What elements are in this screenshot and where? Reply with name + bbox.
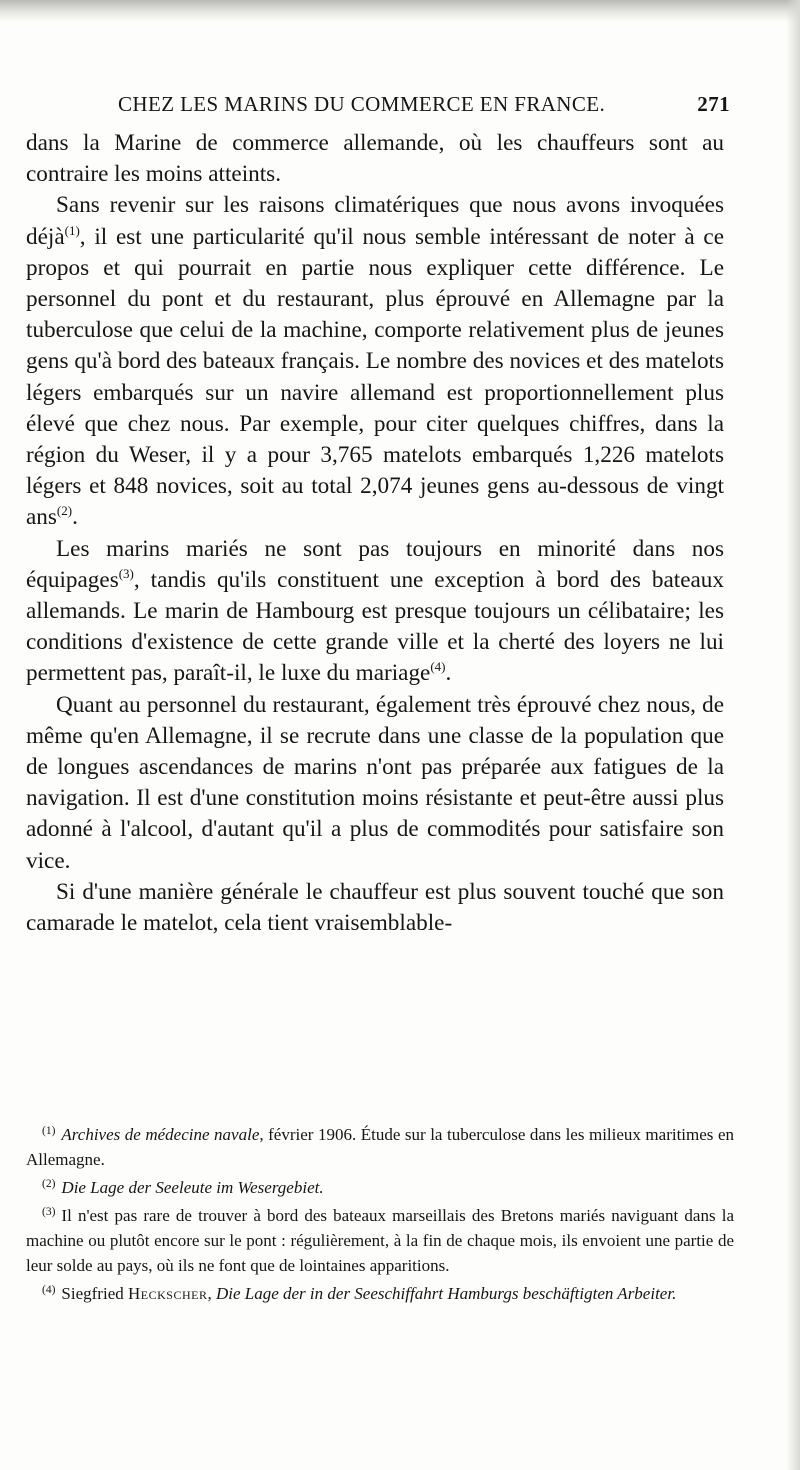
- running-header: [118, 92, 730, 122]
- footnote-4-author-first: Siegfried: [61, 1284, 128, 1303]
- footnote-1: [26, 1122, 734, 1172]
- paragraph-3-text-c: .: [445, 660, 452, 687]
- footnote-1-mark: (1): [42, 1125, 56, 1137]
- footnotes: [26, 1122, 734, 1309]
- paragraph-4-text: Quant au personnel du restaurant, également très éprouvé chez nous, de même qu'en Allemagne, il se recrute dans une classe de la population que de longues ascendances de marins n'ont pas préparée aux fatigues de la navigation. Il est d'une constitution moins résistante et peut-être aussi plus adonné à l'alcool, d'autant qu'il a plus de commodités pour satisfaire son vice.: [26, 691, 724, 874]
- paragraph-2-text-a: Sans revenir sur les raisons climatériques que nous avons invoquées déjà: [26, 192, 724, 250]
- body-text: [26, 128, 724, 939]
- footnote-ref-1: (1): [64, 222, 80, 238]
- footnote-1-text: , février 1906. Étude sur la tuberculose dans les milieux maritimes en Allemagne.: [26, 1125, 734, 1169]
- paragraph-3-text-a: Les marins mariés ne sont pas toujours en minorité dans nos équipages: [26, 535, 724, 593]
- footnote-2: [26, 1175, 734, 1200]
- paragraph-1-text: dans la Marine de commerce allemande, où les chauffeurs sont au contraire les moins atteints.: [26, 130, 724, 188]
- paragraph-3-text-b: , tandis qu'ils constituent une exception à bord des bateaux allemands. Le marin de Hambourg est presque toujours un célibataire; les conditions d'existence de cette grande ville et la cherté des loyers ne lui permettent pas, paraît-il, le luxe du mariage: [26, 566, 724, 687]
- footnote-4-author-last: Heckscher: [128, 1284, 208, 1303]
- paragraph-4: [26, 690, 724, 877]
- paragraph-5: [26, 877, 724, 939]
- paragraph-2: [26, 190, 724, 533]
- running-title: CHEZ LES MARINS DU COMMERCE EN FRANCE.: [118, 92, 606, 116]
- footnote-2-title: Die Lage der Seeleute im Wesergebiet.: [61, 1178, 324, 1197]
- footnote-4: [26, 1281, 734, 1306]
- footnote-3-mark: (3): [42, 1206, 56, 1218]
- footnote-1-title: Archives de médecine navale: [61, 1125, 260, 1144]
- footnote-3-text: Il n'est pas rare de trouver à bord des bateaux marseillais des Bretons mariés naviguant dans la machine ou plutôt encore sur le pont : régulièrement, à la fin de chaque mois, ils envoient une partie de leur solde au pays, où ils ne font que de lointaines apparitions.: [26, 1206, 734, 1275]
- paragraph-3: [26, 534, 724, 690]
- page-right-edge: [786, 0, 800, 1470]
- footnote-2-mark: (2): [42, 1178, 56, 1190]
- footnote-4-separator: ,: [207, 1284, 216, 1303]
- footnote-ref-3: (3): [118, 565, 134, 581]
- paragraph-2-text-b: , il est une particularité qu'il nous semble intéressant de noter à ce propos et qui pourrait en partie nous expliquer cette différence. Le personnel du pont et du restaurant, plus éprouvé en Allemagne par la tuberculose que celui de la machine, comporte relativement plus de jeunes gens qu'à bord des bateaux français. Le nombre des novices et des matelots légers embarqués sur un navire allemand est proportionnellement plus élevé que chez nous. Par exemple, pour citer quelques chiffres, dans la région du Weser, il y a pour 3,765 matelots embarqués 1,226 matelots légers et 848 novices, soit au total 2,074 jeunes gens au-dessous de vingt ans: [26, 223, 724, 531]
- page-number: 271: [697, 92, 730, 116]
- footnote-3: [26, 1203, 734, 1278]
- footnote-ref-4: (4): [430, 659, 446, 675]
- paragraph-1: [26, 128, 724, 190]
- footnote-4-mark: (4): [42, 1284, 56, 1296]
- footnote-4-title: Die Lage der in der Seeschiffahrt Hamburgs beschäftigten Arbeiter.: [215, 1284, 677, 1303]
- paragraph-2-text-c: .: [72, 504, 78, 531]
- paragraph-5-text: Si d'une manière générale le chauffeur est plus souvent touché que son camarade le matelot, cela tient vraisemblable-: [26, 878, 724, 937]
- page-top-edge: [0, 0, 800, 22]
- footnote-ref-2: (2): [56, 503, 73, 519]
